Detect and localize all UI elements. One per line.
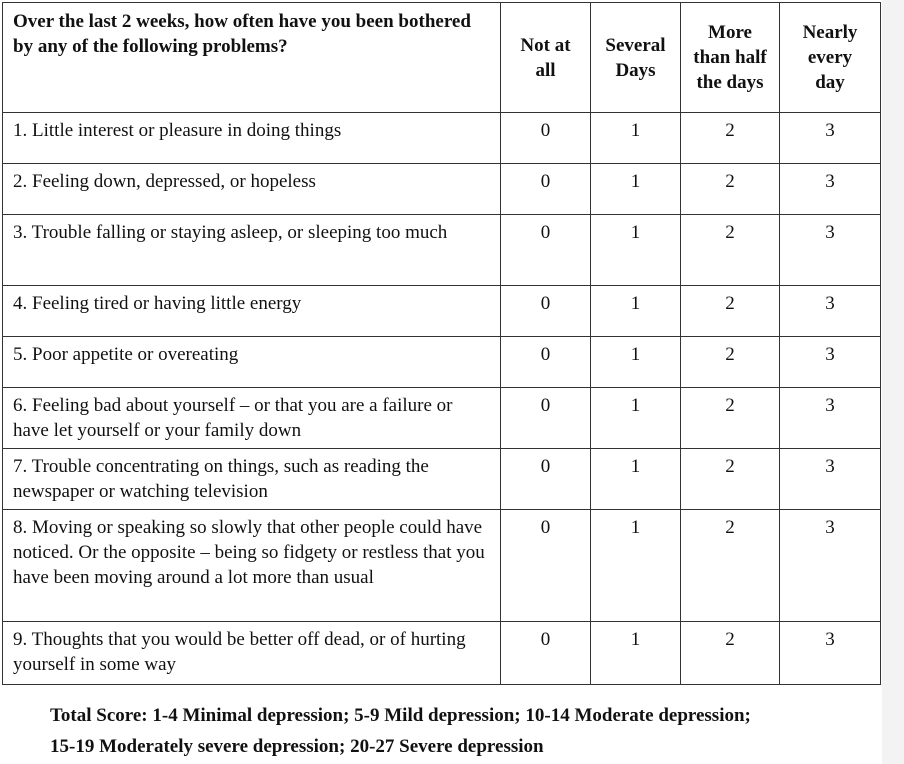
page-edge-strip — [882, 0, 904, 764]
score-cell: 0 — [501, 113, 591, 164]
score-cell: 2 — [681, 388, 780, 449]
score-cell: 2 — [681, 215, 780, 286]
table-row — [3, 510, 881, 622]
score-cell: 3 — [780, 113, 881, 164]
table-row — [3, 164, 881, 215]
table-row — [3, 337, 881, 388]
table-row — [3, 449, 881, 510]
score-cell: 1 — [591, 449, 681, 510]
score-cell: 0 — [501, 286, 591, 337]
score-cell: 3 — [780, 215, 881, 286]
score-cell: 2 — [681, 449, 780, 510]
score-cell: 3 — [780, 449, 881, 510]
score-cell: 2 — [681, 286, 780, 337]
option-header-more-than-half: More than half the days — [681, 3, 780, 113]
score-cell: 1 — [591, 622, 681, 685]
score-cell: 2 — [681, 622, 780, 685]
score-cell: 3 — [780, 510, 881, 622]
table-row — [3, 622, 881, 685]
score-cell: 3 — [780, 164, 881, 215]
score-cell: 0 — [501, 164, 591, 215]
item-text: 5. Poor appetite or overeating — [3, 337, 501, 388]
item-text: 6. Feeling bad about yourself – or that you are a failure or have let yourself or your family down — [3, 388, 501, 449]
total-score-legend — [50, 700, 870, 762]
score-cell: 1 — [591, 337, 681, 388]
total-score-line-1: Total Score: 1-4 Minimal depression; 5-9 Mild depression; 10-14 Moderate depression; — [50, 705, 751, 726]
score-cell: 0 — [501, 510, 591, 622]
header-row — [3, 3, 881, 113]
table-row — [3, 286, 881, 337]
question-header: Over the last 2 weeks, how often have you been bothered by any of the following problems? — [3, 3, 501, 113]
score-cell: 0 — [501, 449, 591, 510]
score-cell: 0 — [501, 215, 591, 286]
item-text: 8. Moving or speaking so slowly that other people could have noticed. Or the opposite – being so fidgety or restless that you have been moving around a lot more than usual — [3, 510, 501, 622]
score-cell: 3 — [780, 286, 881, 337]
option-header-several-days: Several Days — [591, 3, 681, 113]
score-cell: 3 — [780, 388, 881, 449]
item-text: 4. Feeling tired or having little energy — [3, 286, 501, 337]
table-row — [3, 215, 881, 286]
score-cell: 0 — [501, 337, 591, 388]
item-text: 7. Trouble concentrating on things, such as reading the newspaper or watching television — [3, 449, 501, 510]
item-text: 1. Little interest or pleasure in doing things — [3, 113, 501, 164]
score-cell: 1 — [591, 510, 681, 622]
option-header-not-at-all: Not at all — [501, 3, 591, 113]
score-cell: 0 — [501, 622, 591, 685]
score-cell: 3 — [780, 337, 881, 388]
phq9-table — [2, 2, 881, 685]
score-cell: 1 — [591, 286, 681, 337]
score-cell: 2 — [681, 164, 780, 215]
score-cell: 1 — [591, 388, 681, 449]
score-cell: 0 — [501, 388, 591, 449]
item-text: 2. Feeling down, depressed, or hopeless — [3, 164, 501, 215]
table-row — [3, 388, 881, 449]
item-text: 9. Thoughts that you would be better off dead, or of hurting yourself in some way — [3, 622, 501, 685]
score-cell: 1 — [591, 164, 681, 215]
score-cell: 2 — [681, 113, 780, 164]
option-header-nearly-every-day: Nearly every day — [780, 3, 881, 113]
score-cell: 2 — [681, 337, 780, 388]
score-cell: 1 — [591, 215, 681, 286]
table-row — [3, 113, 881, 164]
total-score-line-2: 15-19 Moderately severe depression; 20-27 Severe depression — [50, 736, 544, 757]
score-cell: 2 — [681, 510, 780, 622]
item-text: 3. Trouble falling or staying asleep, or sleeping too much — [3, 215, 501, 286]
score-cell: 3 — [780, 622, 881, 685]
score-cell: 1 — [591, 113, 681, 164]
